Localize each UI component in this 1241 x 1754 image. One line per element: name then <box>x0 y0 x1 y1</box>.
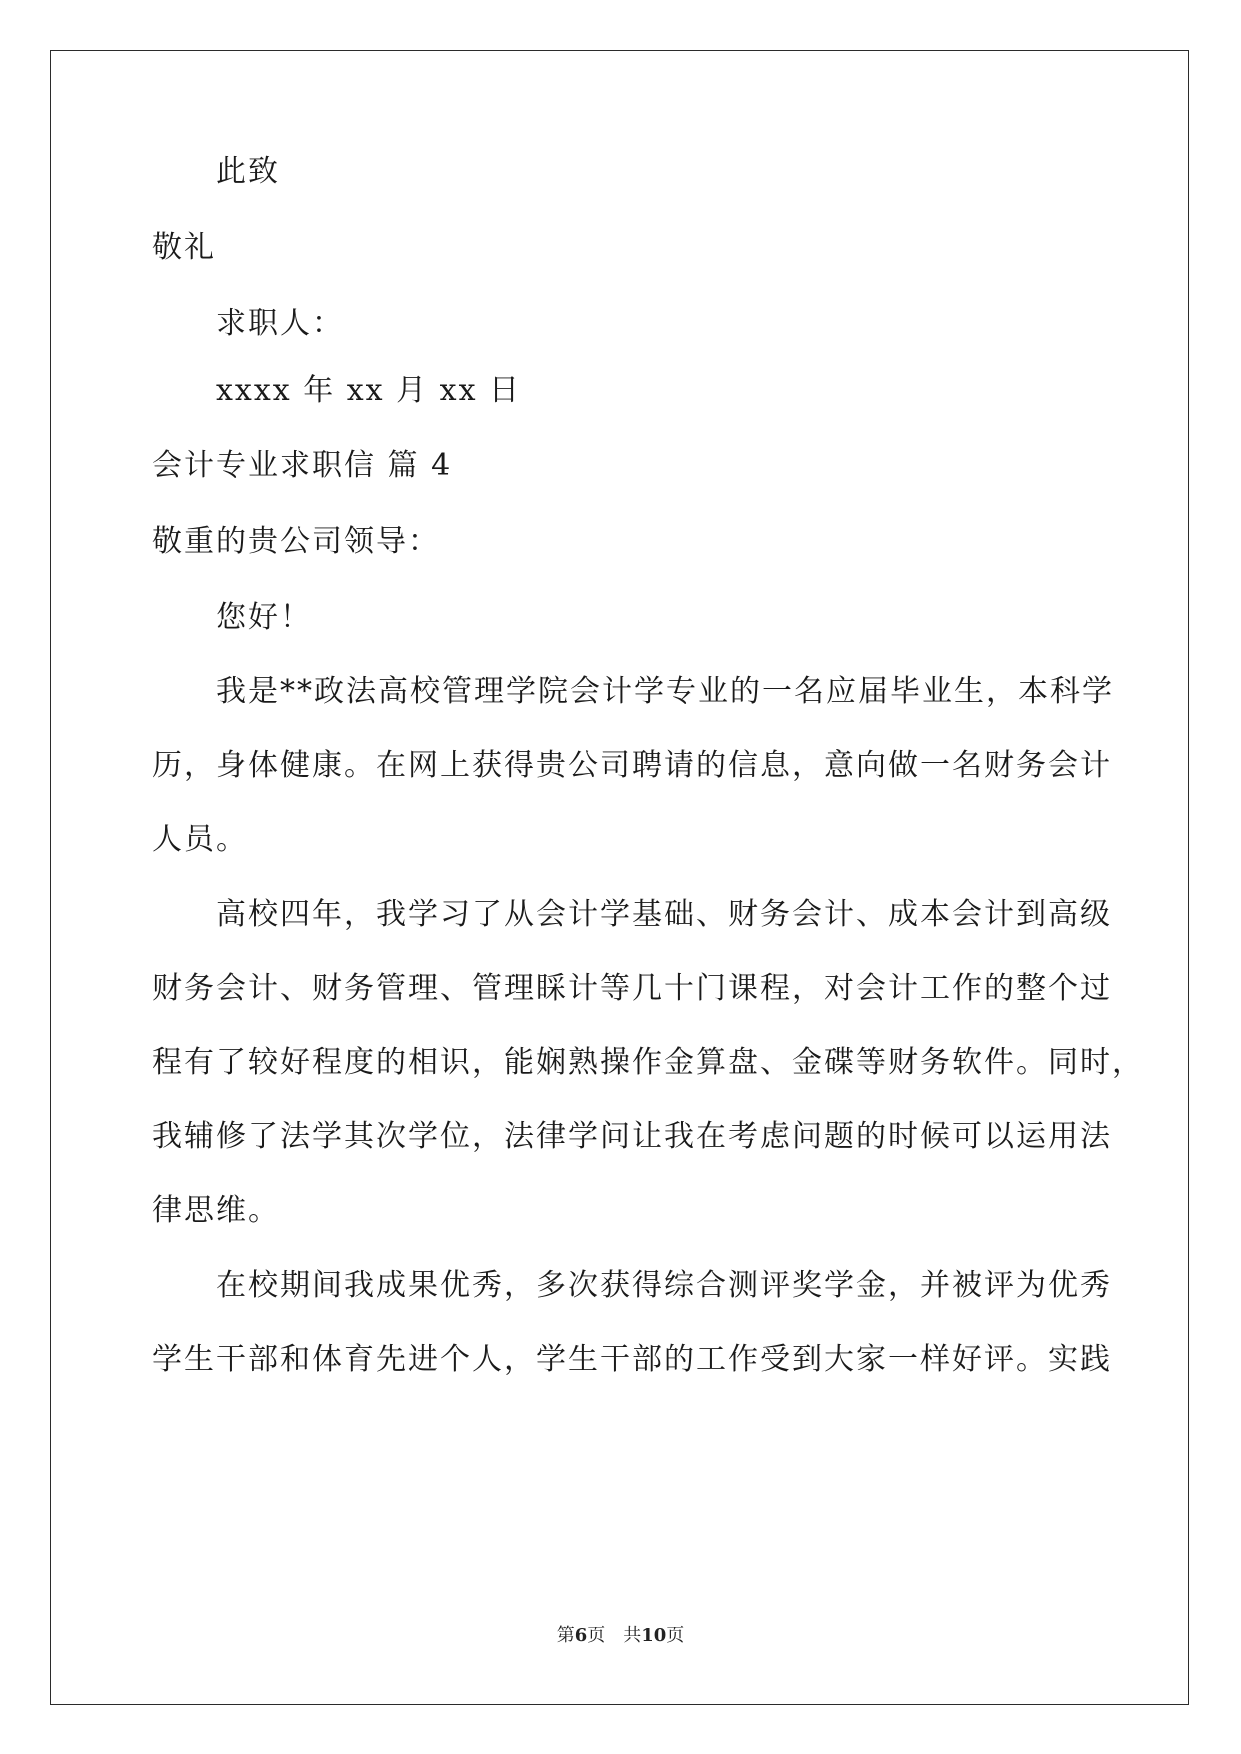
greeting-recipient: 敬重的贵公司领导： <box>152 524 440 559</box>
date-line: xxxx 年 xx 月 xx 日 <box>216 373 522 408</box>
page-border <box>50 50 1189 1705</box>
footer-total-prefix: 共 <box>623 1625 642 1646</box>
footer-page-prefix: 第 <box>556 1625 575 1646</box>
closing-salutation: 此致 <box>216 154 280 189</box>
footer-total-pages: 10 <box>641 1625 667 1646</box>
paragraph-line: 我辅修了法学其次学位，法律学问让我在考虑问题的时候可以运用法 <box>152 1119 1112 1154</box>
applicant-label: 求职人： <box>216 306 344 341</box>
paragraph-line: 历，身体健康。在网上获得贵公司聘请的信息，意向做一名财务会计 <box>152 748 1112 783</box>
footer-total-suffix: 页 <box>666 1625 685 1646</box>
paragraph-line: 律思维。 <box>152 1193 280 1228</box>
footer-page-suffix: 页 <box>587 1625 606 1646</box>
greeting: 您好！ <box>216 600 312 635</box>
paragraph-line: 财务会计、财务管理、管理睬计等几十门课程，对会计工作的整个过 <box>152 971 1112 1006</box>
paragraph-line: 高校四年，我学习了从会计学基础、财务会计、成本会计到高级 <box>216 897 1112 932</box>
paragraph-line: 学生干部和体育先进个人，学生干部的工作受到大家一样好评。实践 <box>152 1342 1112 1377</box>
paragraph-line: 我是**政法高校管理学院会计学专业的一名应届毕业生，本科学 <box>216 674 1114 709</box>
page-footer <box>0 1624 1241 1648</box>
footer-page-number: 6 <box>574 1625 588 1646</box>
paragraph-line: 人员。 <box>152 822 248 857</box>
paragraph-line: 程有了较好程度的相识，能娴熟操作金算盘、金碟等财务软件。同时， <box>152 1045 1144 1080</box>
section-title: 会计专业求职信 篇 4 <box>152 448 453 483</box>
paragraph-line: 在校期间我成果优秀，多次获得综合测评奖学金，并被评为优秀 <box>216 1268 1112 1303</box>
closing-regards: 敬礼 <box>152 230 216 265</box>
